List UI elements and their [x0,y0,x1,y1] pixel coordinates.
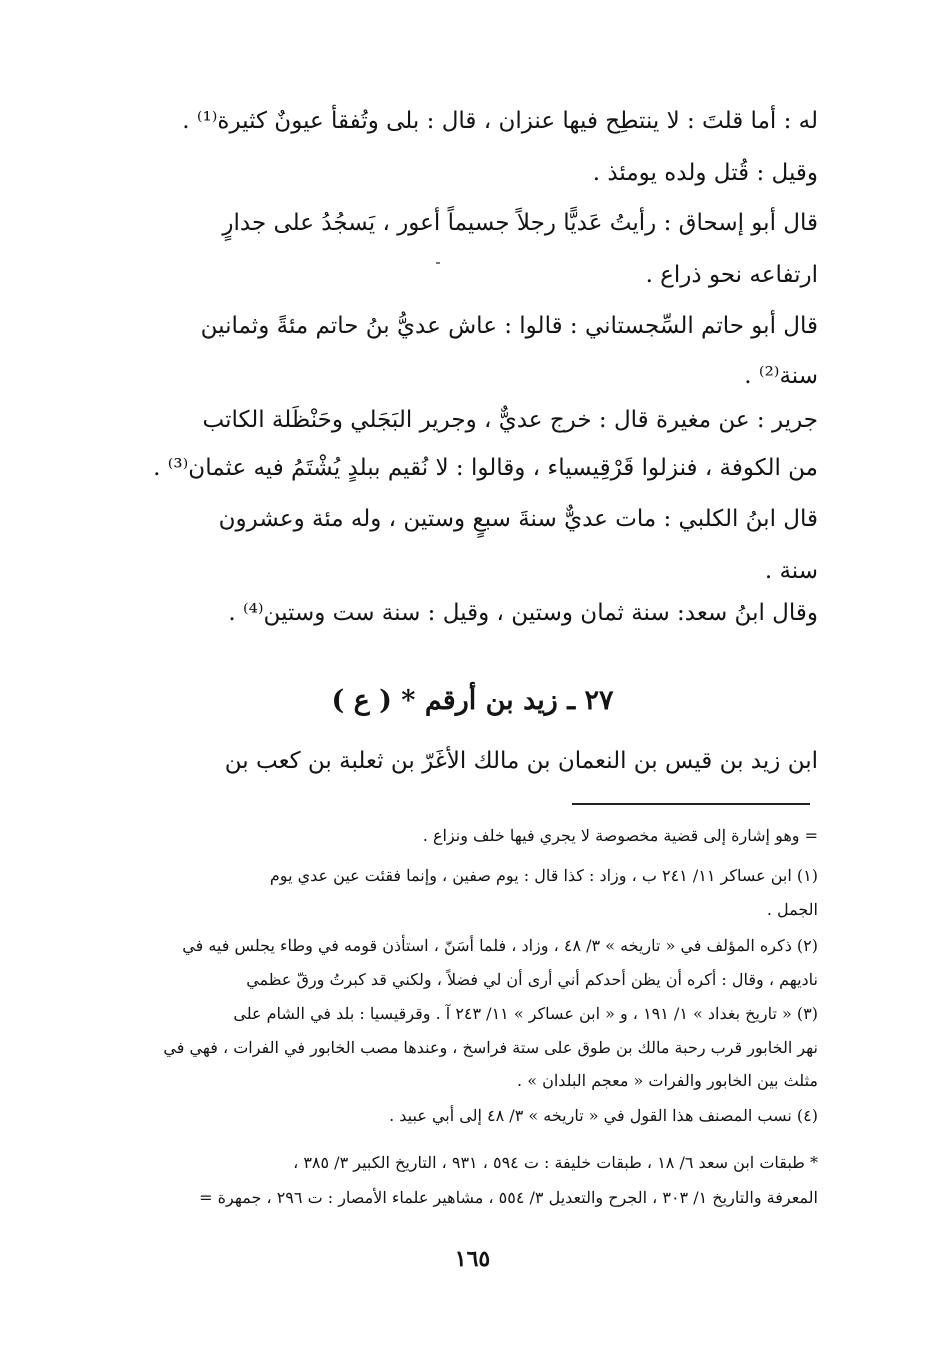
body-line-4: ارتفاعه نحو ذراع . [645,262,818,288]
footnote-separator [572,803,810,805]
body-line-2: وقيل : قُتل ولده يومئذ . [592,160,818,186]
sources-line-1: * طبقات ابن سعد ٦/ ١٨ ، طبقات خليفة : ت ٥٩٤ ، ٩٣١ ، التاريخ الكبير ٣/ ٣٨٥ ، [293,1153,818,1172]
sources-line-2: المعرفة والتاريخ ١/ ٣٠٣ ، الجرح والتعديل ٣/ ٥٥٤ ، مشاهير علماء الأمصار : ت ٢٩٦ ، جمهرة = [199,1188,818,1207]
body-line-3: قال أبو إسحاق : رأيتُ عَديًّا رجلاً جسيماً أعور ، يَسجُدُ على جدارٍ [222,210,818,236]
footnote-1-line-1: (١) ابن عساكر ١١/ ٢٤١ ب ، وزاد : كذا قال : يوم صفين ، وإنما فقئت عين عدي يوم [269,866,818,885]
body-line-1: له : أما قلتَ : لا ينتطِح فيها عنزان ، قال : بلى وتُفقأ عيونٌ كثيرة⁽¹⁾ . [182,108,818,134]
section-heading: ٢٧ ـ زيد بن أرقم * ( ع ) [331,685,614,716]
footnote-3-line-1: (٣) « تاريخ بغداد » ١/ ١٩١ ، و « ابن عساكر » ١١/ ٢٤٣ آ . وقرقيسيا : بلد في الشام على [233,1004,818,1023]
scan-speck [436,262,440,264]
footnote-2-line-1: (٢) ذكره المؤلف في « تاريخه » ٣/ ٤٨ ، وزاد ، فلما أسَنّ ، استأذن قومه في وطاء يجلس فيه في [182,936,818,955]
body-line-7: جرير : عن مغيرة قال : خرج عديٌّ ، وجرير البَجَلي وحَنْظَلة الكاتب [202,407,818,433]
body-line-9: قال ابنُ الكلبي : مات عديٌّ سنةَ سبعٍ وستين ، وله مئة وعشرون [218,506,818,532]
footnote-3-line-2: نهر الخابور قرب رحبة مالك بن طوق على ستة فراسخ ، وعندها مصب الخابور في الفرات ، فهي في [163,1038,818,1057]
intro-line: ابن زيد بن قيس بن النعمان بن مالك الأغَرّ بن ثعلبة بن كعب بن [224,748,818,774]
footnote-2-line-2: ناديهم ، وقال : أكره أن يظن أحدكم أني أرى أن لي فضلاً ، ولكني قد كبرتُ ورقّ عظمي [246,970,818,989]
footnote-3-line-3: مثلث بين الخابور والفرات « معجم البلدان » . [517,1071,818,1090]
body-line-8: من الكوفة ، فنزلوا قَرْقِيسياء ، وقالوا : لا نُقيم ببلدٍ يُشْتَمُ فيه عثمان⁽³⁾ . [153,455,818,481]
body-line-11: وقال ابنُ سعد: سنة ثمان وستين ، وقيل : سنة ست وستين⁽⁴⁾ . [228,600,818,626]
footnote-4-line-1: (٤) نسب المصنف هذا القول في « تاريخه » ٣/ ٤٨ إلى أبي عبيد . [389,1106,818,1125]
footnote-continuation: = وهو إشارة إلى قضية مخصوصة لا يجري فيها خلف ونزاع . [422,826,818,845]
footnote-1-line-2: الجمل . [766,900,818,919]
body-line-5: قال أبو حاتم السِّجستاني : قالوا : عاش عديُّ بنُ حاتم مئةً وثمانين [200,313,818,339]
body-line-10: سنة . [764,558,818,584]
body-line-6: سنة⁽²⁾ . [744,363,818,389]
page-number: ١٦٥ [454,1246,491,1272]
